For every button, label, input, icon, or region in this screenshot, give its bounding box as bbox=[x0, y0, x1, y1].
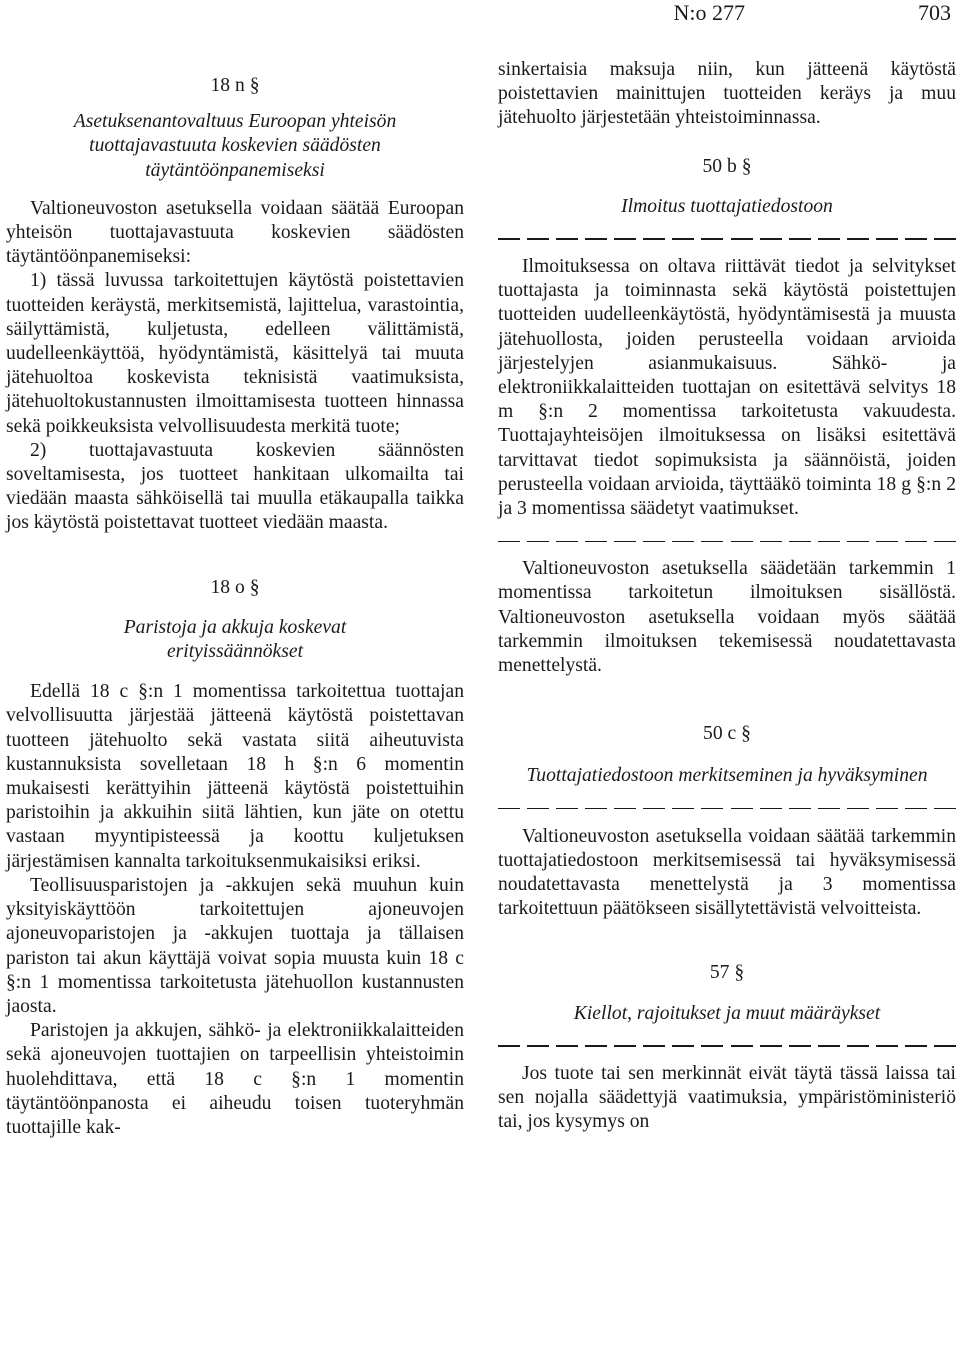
paragraph: Valtioneuvoston asetuksella säädetään tarkemmin 1 momentissa tarkoitetun ilmoituksen sisällöstä. Valtioneuvoston asetuksella voidaan myös säätää tarkemmin ilmoituksen tekemisessä noudatettavasta menettelystä. bbox=[498, 558, 956, 677]
section-number: 50 c § bbox=[703, 723, 751, 745]
section-57 bbox=[498, 961, 956, 1134]
paragraph: 1) tässä luvussa tarkoitettujen käytöstä poistettavien tuotteiden keräystä, merkitsemistä, lajittelua, varastointia, säilyttämistä, kuljetusta, edelleen välittämistä, uudelleenkäyttöä, hyödyntämistä, käsittelyä tai muuta jätehuoltoa koskevista teknisistä vaatimuksista, jätehuoltokustannusten ilmoittamisesta tuotteen hinnassa sekä poikkeuksista velvollisuudesta merkitä tuote; bbox=[6, 270, 464, 437]
issue-number: N:o 277 bbox=[673, 0, 745, 25]
omission-rule bbox=[498, 535, 956, 547]
page-number: 703 bbox=[918, 0, 951, 25]
paragraph: Valtioneuvoston asetuksella voidaan säätää Euroopan yhteisön tuottajavastuuta koskevien säädösten täytäntöönpanemiseksi: bbox=[6, 197, 464, 268]
section-18n bbox=[6, 58, 464, 536]
section-50b bbox=[498, 155, 956, 679]
section-number: 57 § bbox=[709, 962, 745, 984]
section-heading: Kiellot, rajoitukset ja muut määräykset bbox=[573, 1002, 881, 1024]
page-header bbox=[0, 0, 960, 30]
paragraph: Teollisuusparistojen ja -akkujen sekä muuhun kuin yksityiskäyttöön tarkoitettujen ajoneuvojen ajoneuvoparistojen ja -akkujen tuottaja ja tällaisen pariston tai akun käyttäjä voivat sopia muusta kuin 18 c §:n 1 momentissa tarkoitetusta jätehuollon kustannusten jaosta. bbox=[6, 874, 464, 1017]
section-number: 50 b § bbox=[702, 155, 752, 177]
omission-rule bbox=[498, 233, 956, 245]
section-18o bbox=[6, 576, 464, 1140]
section-heading: Asetuksenantovaltuus Euroopan yhteisön tuottajavastuuta koskevien säädösten täytäntöönpanemiseksi bbox=[73, 111, 397, 181]
section-number: 18 o § bbox=[210, 576, 260, 598]
section-heading: Ilmoitus tuottajatiedostoon bbox=[621, 195, 833, 217]
right-column bbox=[498, 58, 956, 1135]
paragraph: Edellä 18 c §:n 1 momentissa tarkoitettua tuottajan velvollisuutta järjestää jätteenä käytöstä poistettavan tuotteen jätehuolto sekä vastata siitä aiheutuvista kustannuksista sovelletaan 18 h §:n 6 momentin mukaisesti kerättyihin jätteenä käytöstä poistettuihin paristoihin ja akkuihin siitä lähtien, kun jäte on otettu vastaan myyntipisteessä ja koottu kuljetuksen järjestämisen kannalta tarkoituksenmukaisiksi eriksi. bbox=[6, 681, 464, 872]
section-number: 18 n § bbox=[210, 75, 260, 96]
section-heading: Paristoja ja akkuja koskevat erityissäännökset bbox=[123, 616, 347, 663]
section-heading: Tuottajatiedostoon merkitseminen ja hyväksyminen bbox=[526, 765, 928, 787]
paragraph: Valtioneuvoston asetuksella voidaan säätää tarkemmin tuottajatiedostoon merkitsemisessä tai hyväksymisessä noudatettavasta menettelystä ja 3 momentissa tarkoitettuun päätökseen sisällytettävistä velvoitteista. bbox=[498, 825, 956, 920]
paragraph-continuation: sinkertaisia maksuja niin, kun jätteenä käytöstä poistettavien mainittujen tuotteiden keräys ja muu jätehuolto järjestetään yhteistoiminnassa. bbox=[498, 59, 956, 129]
paragraph: Paristojen ja akkujen, sähkö- ja elektroniikkalaitteiden sekä ajoneuvojen tuottajien on tarpeellisin yhteistoimin huolehdittava, että 18 c §:n 1 momentin täytäntöönpanosta ei aiheudu toisen tuoteryhmän tuottajille kak- bbox=[6, 1020, 464, 1138]
section-50c bbox=[498, 722, 956, 921]
omission-rule bbox=[498, 803, 956, 815]
left-column bbox=[6, 58, 464, 1140]
paragraph: Jos tuote tai sen merkinnät eivät täytä tässä laissa tai sen nojalla säädettyjä vaatimuksia, ympäristöministeriö tai, jos kysymys on bbox=[498, 1062, 956, 1133]
paragraph: 2) tuottajavastuuta koskevien säännösten soveltamisesta, jos tuotteet hankitaan ulkomailta tai viedään maasta sähköisellä tai muulla etäkaupalla taikka jos käytöstä poistettavat tuotteet viedään maasta. bbox=[6, 439, 464, 534]
omission-rule bbox=[498, 1040, 956, 1052]
paragraph: Ilmoituksessa on oltava riittävät tiedot ja selvitykset tuottajasta ja toiminnasta sekä käytöstä poistettujen tuotteiden uudelleenkäytöstä, hyödyntämisestä ja muusta jätehuollosta, joiden perusteella voidaan arvioida järjestelyjen asianmukaisuus. Sähkö- ja elektroniikkalaitteiden tuottajan on esitettävä selvitys 18 m §:n 2 momentissa tarkoitetusta vakuudesta. Tuottajayhteisöjen ilmoituksessa on lisäksi esitettävä tarvittavat tiedot sopimuksista ja säännöistä, joiden perusteella voidaan arvioida, täyttääkö toiminta 18 g §:n 2 ja 3 momentissa säädetyt vaatimukset. bbox=[498, 256, 956, 520]
